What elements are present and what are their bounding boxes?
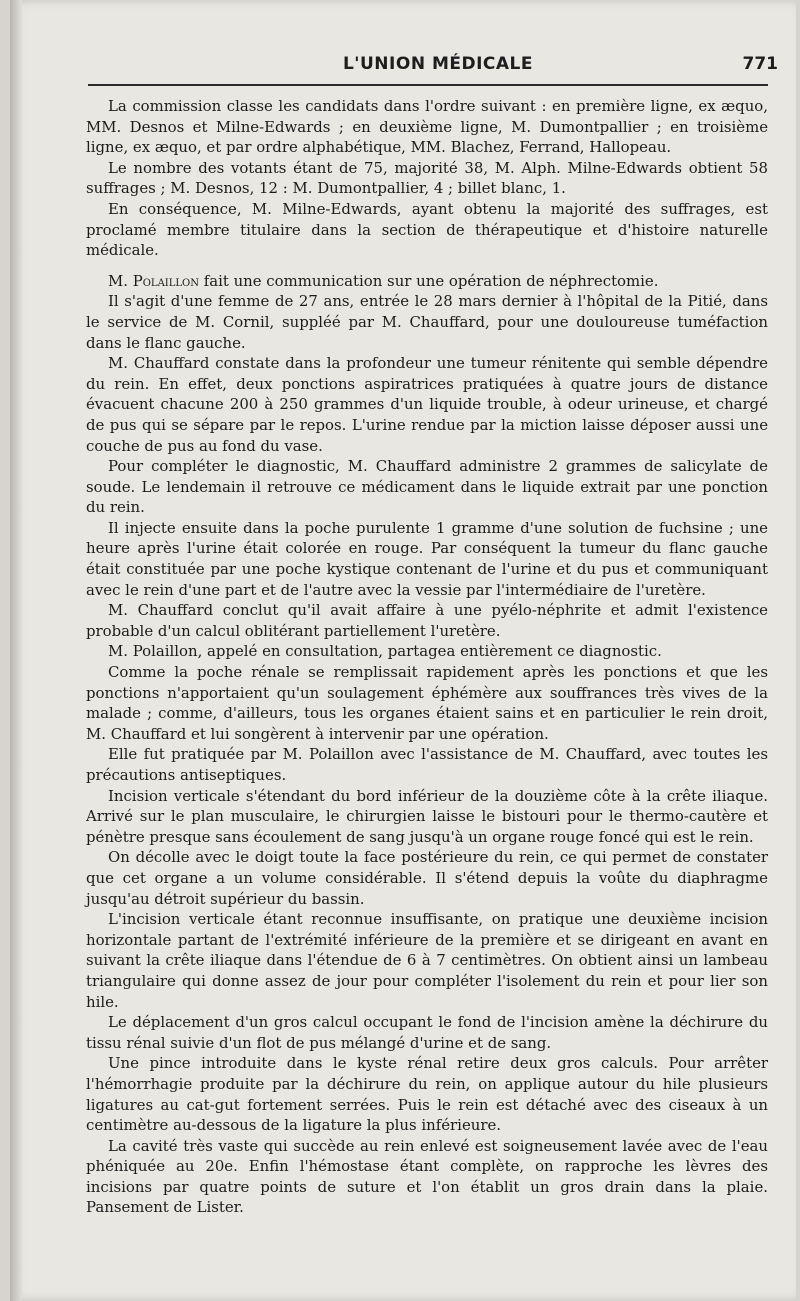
- paragraph: Une pince introduite dans le kyste rénal retire deux gros calculs. Pour arrêter l'hémorrhagie produite par la déchirure du rein, on applique autour du hile plusieurs ligatures au cat-gut fortement serrées. Puis le rein est détaché avec des ciseaux à un centimètre au-dessous de la ligature la plus inférieure.: [86, 1054, 768, 1135]
- paragraph: Incision verticale s'étendant du bord inférieur de la douzième côte à la crête iliaque. Arrivé sur le plan musculaire, le chirurgien laisse le bistouri pour le thermo-cautère et pénètre presque sans écoulement de sang jusqu'à un organe rouge foncé qui est le rein.: [86, 786, 768, 846]
- paragraph: Elle fut pratiquée par M. Polaillon avec l'assistance de M. Chauffard, avec toutes les précautions antiseptiques.: [86, 745, 768, 784]
- speaker-name: M. Polaillon: [108, 271, 199, 290]
- paragraph: Il s'agit d'une femme de 27 ans, entrée le 28 mars dernier à l'hôpital de la Pitié, dans le service de M. Cornil, suppléé par M. Chauffard, pour une douloureuse tuméfaction dans le flanc gauche.: [86, 292, 768, 352]
- paragraph: Comme la poche rénale se remplissait rapidement après les ponctions et que les ponctions n'apportaient qu'un soulagement éphémère aux souffrances très vives de la malade ; comme, d'ailleurs, tous les organes étaient sains et en particulier le rein droit, M. Chauffard et lui songèrent à intervenir par une opération.: [86, 663, 768, 743]
- paragraph: La commission classe les candidats dans l'ordre suivant : en première ligne, ex æquo, MM. Desnos et Milne-Edwards ; en deuxième ligne, M. Dumontpallier ; en troisième ligne, ex æquo, et par ordre alphabétique, MM. Blachez, Ferrand, Hallopeau.: [86, 97, 768, 157]
- page-spine-shadow: [10, 0, 22, 1301]
- paragraph: La cavité très vaste qui succède au rein enlevé est soigneusement lavée avec de l'eau phéniquée au 20e. Enfin l'hémostase étant complète, on rapproche les lèvres des incisions par quatre points de suture et l'on établit un gros drain dans la plaie. Pansement de Lister.: [86, 1136, 768, 1217]
- paragraph: M. Chauffard conclut qu'il avait affaire à une pyélo-néphrite et admit l'existence probable d'un calcul oblitérant partiellement l'uretère.: [86, 601, 768, 640]
- journal-title: L'UNION MÉDICALE: [342, 54, 534, 74]
- paragraph: Le déplacement d'un gros calcul occupant le fond de l'incision amène la déchirure du tissu rénal suivie d'un flot de pus mélangé d'urine et de sang.: [86, 1013, 768, 1052]
- article-body: [86, 96, 768, 1218]
- paragraph: M. Polaillon, appelé en consultation, partagea entièrement ce diagnostic.: [108, 642, 662, 661]
- running-header: [98, 50, 778, 84]
- paragraph: L'incision verticale étant reconnue insuffisante, on pratique une deuxième incision horizontale partant de l'extrémité inférieure de la première et se dirigeant en avant en suivant la crête iliaque dans l'étendue de 6 à 7 centimètres. On obtient ainsi un lambeau triangulaire qui donne assez de jour pour compléter l'isolement du rein et pour lier son hile.: [86, 910, 768, 1011]
- paragraph-communication: M. Polaillon fait une communication sur une opération de néphrectomie.: [108, 271, 659, 290]
- paragraph: Le nombre des votants étant de 75, majorité 38, M. Alph. Milne-Edwards obtient 58 suffrages ; M. Desnos, 12 : M. Dumontpallier, 4 ; billet blanc, 1.: [86, 158, 768, 198]
- paragraph: En conséquence, M. Milne-Edwards, ayant obtenu la majorité des suffrages, est proclamé membre titulaire dans la section de thérapeutique et d'histoire naturelle médicale.: [86, 199, 768, 260]
- paragraph: On décolle avec le doigt toute la face postérieure du rein, ce qui permet de constater que cet organe a un volume considérable. Il s'étend depuis la voûte du diaphragme jusqu'au détroit supérieur du bassin.: [86, 848, 768, 908]
- paragraph: M. Chauffard constate dans la profondeur une tumeur rénitente qui semble dépendre du rein. En effet, deux ponctions aspiratrices pratiquées à quatre jours de distance évacuent chacune 200 à 250 grammes d'un liquide trouble, à odeur urineuse, et chargé de pus qui se sépare par le repos. L'urine rendue par la miction laisse déposer aussi une couche de pus au fond du vase.: [86, 354, 768, 455]
- paragraph: Il injecte ensuite dans la poche purulente 1 gramme d'une solution de fuchsine ; une heure après l'urine était colorée en rouge. Par conséquent la tumeur du flanc gauche était constituée par une poche kystique contenant de l'urine et du pus et communiquant avec le rein d'une part et de l'autre avec la vessie par l'intermédiaire de l'uretère.: [86, 518, 768, 599]
- header-rule: [88, 84, 768, 86]
- paragraph: Pour compléter le diagnostic, M. Chauffard administre 2 grammes de salicylate de soude. Le lendemain il retrouve ce médicament dans le liquide extrait par une ponction du rein.: [86, 457, 768, 517]
- page-number: 771: [742, 54, 778, 74]
